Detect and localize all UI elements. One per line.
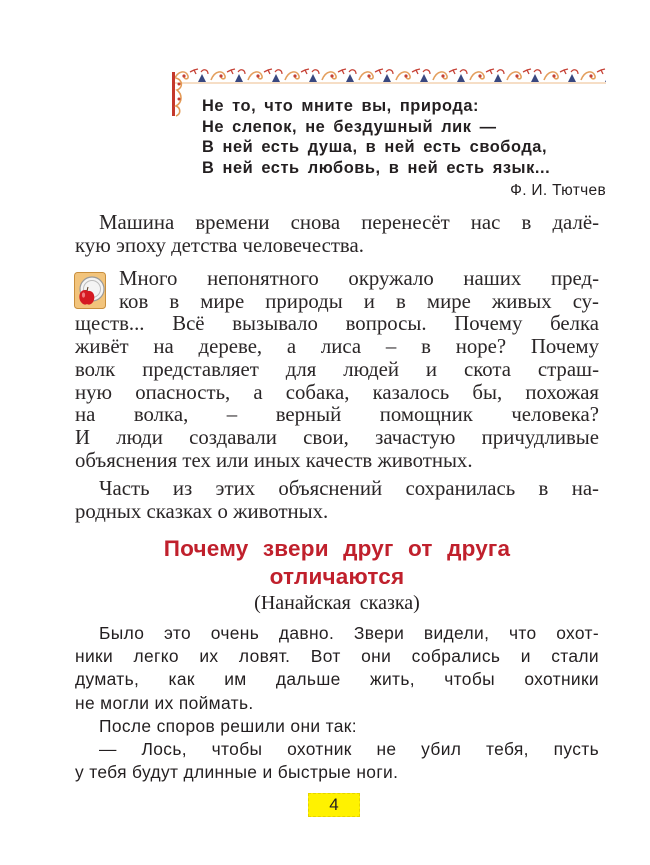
epigraph-line: Не то, что мните вы, природа:: [202, 97, 480, 115]
text-line: — Лось, чтобы охотник не убил тебя, пусть: [99, 739, 599, 760]
text-line: живёт на дереве, а лиса – в норе? Почему: [75, 335, 599, 359]
text-line: ков в мире природы и в мире живых су-: [119, 289, 599, 313]
text-line: Много непонятного окружало наших пред-: [119, 267, 599, 290]
story-body: [75, 622, 599, 784]
story-title-line: отличаются: [269, 564, 405, 589]
text-line: у тебя будут длинные и быстрые ноги.: [75, 762, 399, 783]
intro-paragraph-1: [75, 212, 599, 257]
text-line: И люди создавали свои, зачастую причудливые: [75, 425, 599, 449]
epigraph-line: В ней есть душа, в ней есть свобода,: [202, 138, 548, 157]
text-line: Часть из этих объяснений сохранилась в на-: [99, 477, 599, 500]
story-subtitle: (Нанайская сказка): [254, 592, 420, 614]
decorative-border-corner: [172, 72, 184, 118]
epigraph-line: Не слепок, не бездушный лик —: [202, 117, 497, 136]
text-line: объяснения тех или иных качеств животных.: [75, 448, 473, 472]
intro-paragraph-2: [75, 268, 599, 472]
epigraph: [202, 96, 606, 202]
text-line: ники легко их ловят. Вот они собрались и стали: [75, 646, 599, 667]
text-line: думать, как им дальше жить, чтобы охотники: [75, 669, 599, 690]
page-number: 4: [308, 793, 360, 817]
text-line: волк представляет для людей и скота страш-: [75, 357, 599, 381]
text-line: Машина времени снова перенесёт нас в далё-: [99, 211, 599, 234]
text-line: ную опасность, а собака, казалось бы, похожая: [75, 380, 599, 404]
text-line: родных сказках о животных.: [75, 499, 329, 523]
ornament-scroll-icon: [172, 68, 606, 84]
epigraph-author: Ф. И. Тютчев: [510, 182, 606, 200]
text-line: на волка, – верный помощник человека?: [75, 403, 599, 427]
text-line: Было это очень давно. Звери видели, что охот-: [99, 623, 599, 643]
text-line: ществ... Всё вызывало вопросы. Почему белка: [75, 312, 599, 336]
story-title-line: Почему звери друг от друга: [163, 536, 511, 561]
story-title: [75, 535, 599, 591]
decorative-border-top: [172, 68, 606, 84]
epigraph-line: В ней есть любовь, в ней есть язык...: [202, 158, 551, 177]
text-line: не могли их поймать.: [75, 692, 254, 713]
text-line: кую эпоху детства человечества.: [75, 233, 364, 257]
text-line: После споров решили они так:: [99, 715, 357, 736]
intro-paragraph-3: [75, 478, 599, 523]
